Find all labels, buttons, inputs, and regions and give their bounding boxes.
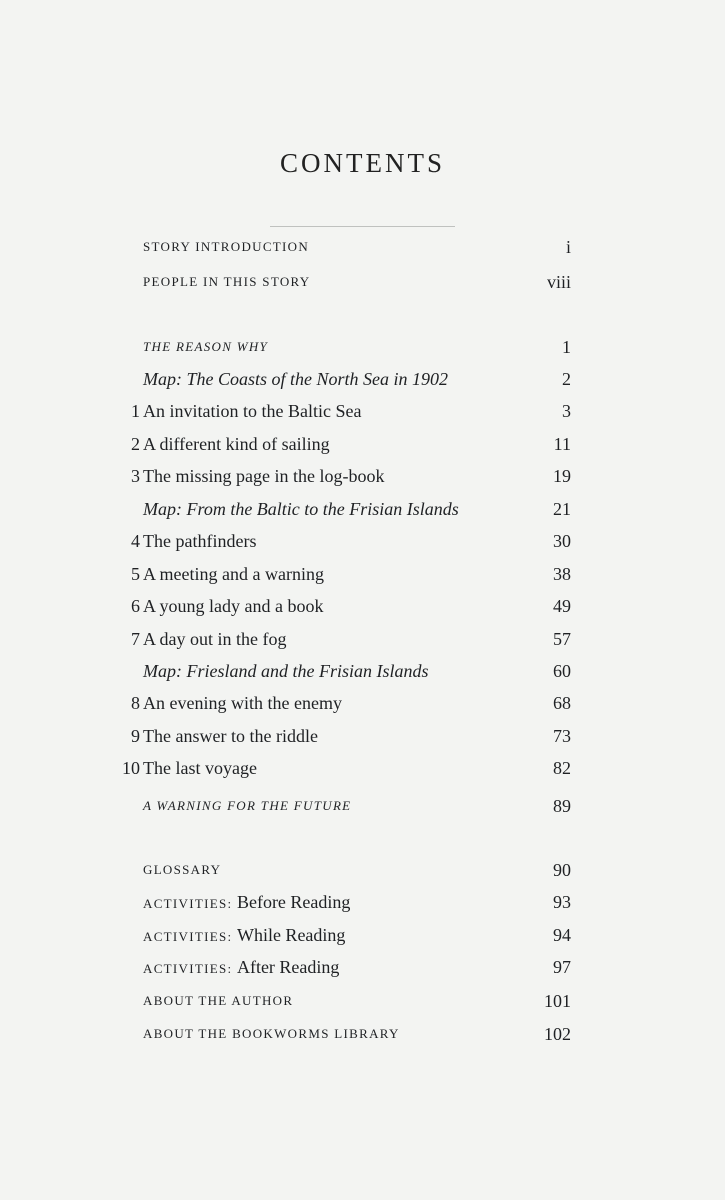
- page-number: 2: [562, 369, 571, 389]
- toc-entry: [0, 887, 725, 917]
- page-number: i: [565, 237, 571, 257]
- toc-entry: [0, 624, 725, 654]
- page-number: 73: [553, 726, 571, 746]
- toc-entry: [0, 267, 725, 297]
- page-number: 101: [544, 991, 571, 1011]
- page-number: viii: [546, 272, 571, 292]
- entry-label: A meeting and a warning: [143, 564, 324, 584]
- toc-entry: [0, 920, 725, 950]
- entry-label: The pathfinders: [143, 531, 257, 551]
- toc-entry: [0, 429, 725, 459]
- entry-label: An evening with the enemy: [143, 693, 342, 713]
- page-number: 90: [553, 860, 571, 880]
- toc-entry: [0, 494, 725, 524]
- chapter-number: 9: [131, 726, 140, 746]
- page-number: 97: [553, 957, 571, 977]
- chapter-number: 6: [131, 596, 140, 616]
- entry-label: An invitation to the Baltic Sea: [143, 401, 362, 421]
- page-number: 82: [553, 758, 571, 778]
- page-number: 21: [553, 499, 571, 519]
- toc-entry: [0, 855, 725, 885]
- entry-label: A young lady and a book: [143, 596, 324, 616]
- entry-label: Map: From the Baltic to the Frisian Islands: [143, 499, 459, 519]
- chapter-number: 7: [131, 629, 140, 649]
- entry-label: Map: Friesland and the Frisian Islands: [143, 661, 429, 681]
- entry-label: A different kind of sailing: [143, 434, 330, 454]
- entry-label: The answer to the riddle: [143, 726, 318, 746]
- page-number: 93: [553, 892, 571, 912]
- toc-entry: [0, 232, 725, 262]
- entry-label: The last voyage: [143, 758, 257, 778]
- page-number: 89: [553, 796, 571, 816]
- page-number: 57: [553, 629, 571, 649]
- toc-entry: [0, 1019, 725, 1049]
- page-number: 30: [553, 531, 571, 551]
- entry-label: GLOSSARY: [143, 862, 222, 877]
- entry-label: A day out in the fog: [143, 629, 287, 649]
- entry-label: ACTIVITIES: Before Reading: [143, 892, 351, 912]
- entry-label: THE REASON WHY: [143, 339, 269, 354]
- chapter-number: 5: [131, 564, 140, 584]
- toc-entry: [0, 791, 725, 821]
- chapter-number: 8: [131, 693, 140, 713]
- toc-entry: [0, 461, 725, 491]
- entry-label: Map: The Coasts of the North Sea in 1902: [143, 369, 448, 389]
- toc-entry: [0, 559, 725, 589]
- chapter-number: 4: [131, 531, 140, 551]
- page-number: 1: [562, 337, 571, 357]
- entry-label: ABOUT THE BOOKWORMS LIBRARY: [143, 1026, 400, 1041]
- toc-entry: [0, 364, 725, 394]
- page-number: 94: [553, 925, 571, 945]
- entry-label: The missing page in the log-book: [143, 466, 385, 486]
- toc-entry: [0, 753, 725, 783]
- page-number: 60: [553, 661, 571, 681]
- entry-label: ACTIVITIES: While Reading: [143, 925, 346, 945]
- toc-entry: [0, 952, 725, 982]
- entry-label: ACTIVITIES: After Reading: [143, 957, 340, 977]
- page-title: CONTENTS: [280, 148, 445, 178]
- entry-label: ABOUT THE AUTHOR: [143, 993, 294, 1008]
- chapter-number: 10: [122, 758, 140, 778]
- toc-entry: [0, 986, 725, 1016]
- toc-entry: [0, 656, 725, 686]
- toc-entry: [0, 396, 725, 426]
- toc-entry: [0, 591, 725, 621]
- toc-entry: [0, 526, 725, 556]
- page-number: 11: [553, 434, 571, 454]
- page-number: 68: [553, 693, 571, 713]
- chapter-number: 2: [131, 434, 140, 454]
- chapter-number: 1: [131, 401, 140, 421]
- entry-label: A WARNING FOR THE FUTURE: [143, 798, 352, 813]
- chapter-number: 3: [131, 466, 140, 486]
- page-number: 38: [553, 564, 571, 584]
- page-number: 3: [562, 401, 571, 421]
- title-divider: [270, 226, 455, 227]
- page-number: 49: [553, 596, 571, 616]
- page-number: 19: [553, 466, 571, 486]
- toc-entry: [0, 688, 725, 718]
- toc-entry: [0, 721, 725, 751]
- entry-label: PEOPLE IN THIS STORY: [143, 274, 311, 289]
- page-number: 102: [544, 1024, 571, 1044]
- toc-entry: [0, 332, 725, 362]
- entry-label: STORY INTRODUCTION: [143, 239, 310, 254]
